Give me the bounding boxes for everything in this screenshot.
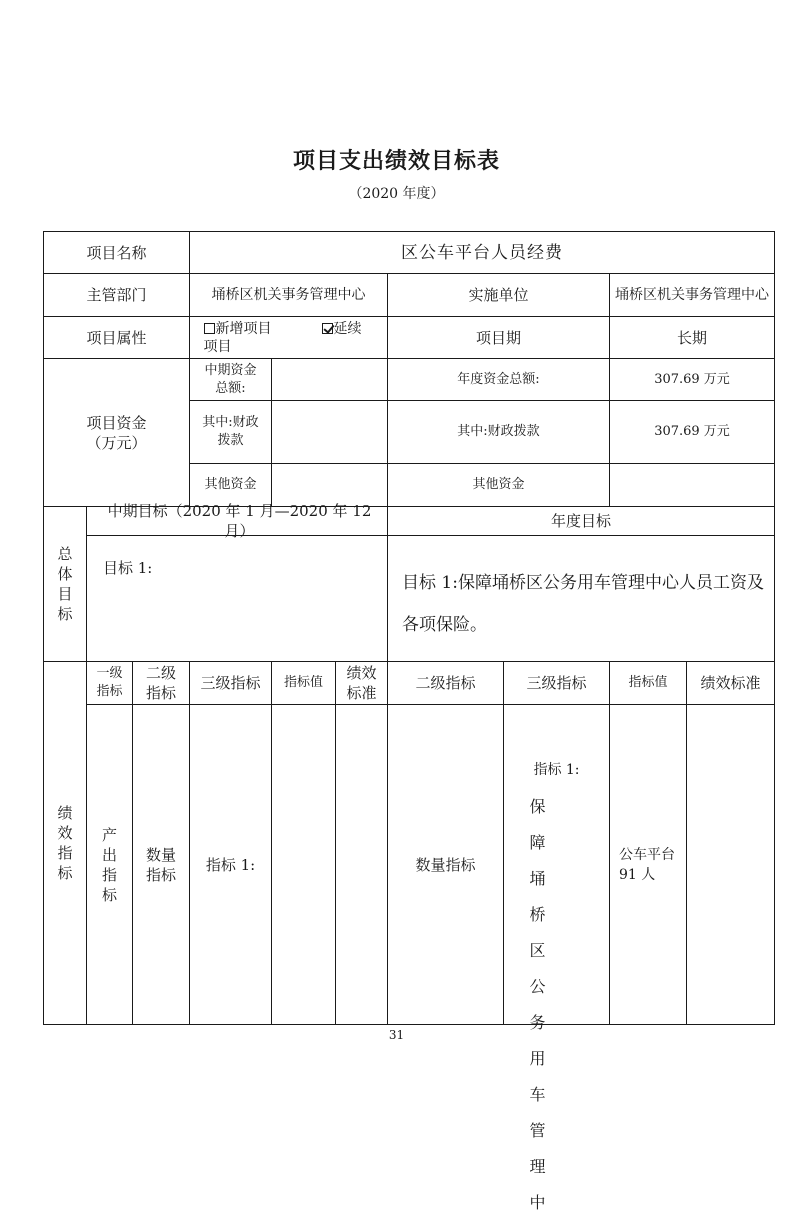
- option-continue-label: 延续项目: [203, 320, 362, 355]
- attr-options: [190, 317, 387, 358]
- header-annual-value: 指标值: [628, 675, 668, 690]
- page-number: 31: [388, 1028, 405, 1042]
- dept-value: 埇桥区机关事务管理中心: [211, 287, 366, 303]
- annual-level2-quantity: 数量指标: [415, 855, 476, 874]
- impl-unit-value: 埇桥区机关事务管理中心: [615, 287, 769, 303]
- project-name-label: 项目名称: [86, 243, 147, 262]
- checkbox-continue-icon[interactable]: [322, 323, 333, 334]
- project-name-value: 区公车平台人员经费: [401, 242, 563, 263]
- annual-indicator-value: 公车平台 91 人: [619, 846, 675, 883]
- year-subtitle: （2020 年度）: [348, 186, 445, 202]
- annual-fiscal-value: 307.69 万元: [654, 424, 730, 439]
- mid-other-label: 其他资金: [204, 477, 257, 492]
- indicators-label: 绩效指标: [57, 804, 73, 882]
- impl-unit-label: 实施单位: [468, 286, 529, 304]
- checkbox-new-icon[interactable]: [204, 323, 215, 334]
- header-annual-level2: 二级指标: [415, 674, 476, 692]
- mid-total-label: 中期资金总额:: [204, 362, 257, 396]
- annual-total-value: 307.69 万元: [654, 371, 730, 387]
- mid-fiscal-label: 其中:财政拨款: [202, 415, 259, 448]
- period-value: 长期: [676, 328, 707, 347]
- annual-level3-indicator: 指标 1: 保障埇桥区公务用车管理中: [529, 762, 580, 1212]
- header-value: 指标值: [283, 675, 323, 690]
- level2-quantity: 数量指标: [145, 845, 176, 884]
- mid-goal-text: 目标 1:: [103, 559, 153, 577]
- annual-total-label: 年度资金总额:: [457, 371, 540, 387]
- attr-label: 项目属性: [86, 328, 147, 347]
- level1-output: 产出指标: [101, 825, 117, 904]
- annual-other-label: 其他资金: [472, 477, 525, 492]
- period-label: 项目期: [475, 328, 521, 347]
- mid-goal-header: 中期目标（2020 年 1 月—2020 年 12 月）: [107, 502, 372, 540]
- header-annual-standard: 绩效标准: [700, 674, 761, 692]
- funds-label: 项目资金（万元）: [86, 413, 147, 452]
- header-level2: 二级指标: [145, 664, 176, 702]
- option-new-label: 新增项目: [215, 320, 272, 337]
- overall-label: 总体目标: [57, 545, 73, 623]
- page-title: 项目支出绩效目标表: [292, 149, 500, 174]
- level3-indicator: 指标 1:: [205, 855, 256, 874]
- dept-label: 主管部门: [86, 286, 147, 304]
- header-standard: 绩效标准: [346, 664, 377, 702]
- header-level3: 三级指标: [200, 674, 261, 692]
- annual-goal-text: 目标 1:保障埇桥区公务用车管理中心人员工资及各项保险。: [402, 573, 764, 635]
- annual-goal-header: 年度目标: [550, 512, 611, 530]
- header-level1: 一级指标: [96, 666, 123, 699]
- annual-fiscal-label: 其中:财政拨款: [457, 424, 540, 439]
- header-annual-level3: 三级指标: [526, 674, 587, 692]
